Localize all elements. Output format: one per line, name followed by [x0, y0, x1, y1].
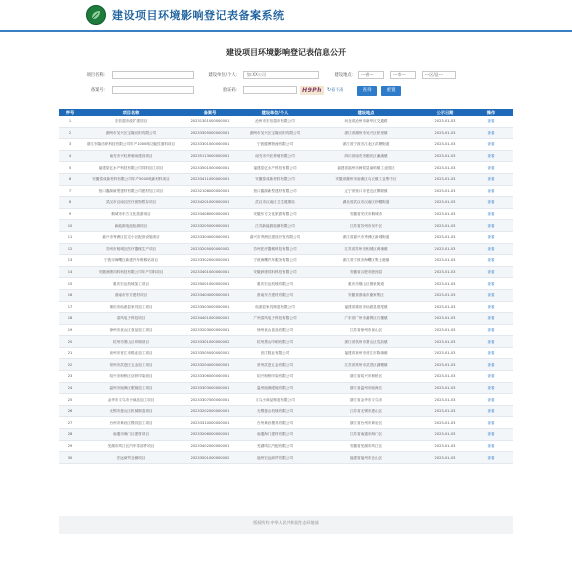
- cell-index: 26: [59, 405, 81, 417]
- cell-date: 2023-01-03: [421, 417, 469, 429]
- cell-project-name: 常州市武进区五金加工项目: [81, 359, 181, 371]
- cell-date: 2023-01-03: [421, 266, 469, 278]
- cell-record-no: 20234401000000001: [181, 313, 239, 325]
- cell-builder: 义乌小商品制造有限公司: [239, 394, 311, 406]
- cell-index: 16: [59, 289, 81, 301]
- cell-index: 21: [59, 347, 81, 359]
- district-select[interactable]: ---区/县---: [422, 71, 456, 79]
- cell-location: 福建省泉州市晋江市陈埭镇: [311, 347, 421, 359]
- cell-index: 14: [59, 266, 81, 278]
- view-link[interactable]: 查看: [469, 440, 513, 452]
- cell-date: 2023-01-03: [421, 440, 469, 452]
- cell-index: 25: [59, 394, 81, 406]
- table-row: [59, 255, 513, 267]
- cell-index: 9: [59, 208, 81, 220]
- view-link[interactable]: 查看: [469, 208, 513, 220]
- cell-location: 安徽省淮南市谢家集区: [311, 289, 421, 301]
- view-link[interactable]: 查看: [469, 243, 513, 255]
- view-link[interactable]: 查看: [469, 139, 513, 151]
- cell-date: 2023-01-03: [421, 405, 469, 417]
- view-link[interactable]: 查看: [469, 197, 513, 209]
- cell-location: 四川省南充市顺庆区潆溪镇: [311, 150, 421, 162]
- cell-location: 江苏省苏州市吴中区: [311, 220, 421, 232]
- view-link[interactable]: 查看: [469, 278, 513, 290]
- cell-builder: 福建星亿水产科技有限公司: [239, 162, 311, 174]
- cell-index: 23: [59, 371, 81, 383]
- cell-builder: 南通海门建材有限公司: [239, 429, 311, 441]
- col-header-location: 建设地点: [311, 109, 421, 116]
- cell-builder: 无锡惠山机械有限公司: [239, 405, 311, 417]
- cell-date: 2023-01-03: [421, 289, 469, 301]
- cell-project-name: 南通市海门区建材项目: [81, 429, 181, 441]
- table-row: [59, 429, 513, 441]
- cell-date: 2023-01-03: [421, 347, 469, 359]
- cell-record-no: 20235001000000001: [181, 278, 239, 290]
- cell-record-no: 20232108000000001: [181, 185, 239, 197]
- view-link[interactable]: 查看: [469, 347, 513, 359]
- cell-record-no: 20233301000000001: [181, 139, 239, 151]
- view-link[interactable]: 查看: [469, 382, 513, 394]
- cell-project-name: 安徽润康饲料科技有限公司年产饲料项目: [81, 266, 181, 278]
- col-header-project: 项目名称: [81, 109, 181, 116]
- table-row: [59, 452, 513, 464]
- query-button[interactable]: 查询: [357, 86, 377, 96]
- table-row: [59, 162, 513, 174]
- cell-project-name: 温州市瓯海区眼镜加工项目: [81, 382, 181, 394]
- cell-date: 2023-01-03: [421, 208, 469, 220]
- cell-record-no: 20233304000000001: [181, 231, 239, 243]
- cell-location: 浙江省宁波市江北区洪塘街道: [311, 139, 421, 151]
- cell-index: 13: [59, 255, 81, 267]
- cell-record-no: 20233203000000001: [181, 324, 239, 336]
- cell-project-name: 重庆宏达机械加工项目: [81, 278, 181, 290]
- cell-index: 5: [59, 162, 81, 174]
- search-filter-panel: [0, 69, 572, 109]
- cell-builder: 武汉市汉南区卫生健康局: [239, 197, 311, 209]
- site-title: 建设项目环境影响登记表备案系统: [112, 9, 285, 22]
- cell-builder: 湖州市吴兴区宝隆纺织有限公司: [239, 127, 311, 139]
- record-no-input[interactable]: [112, 86, 194, 94]
- builder-input[interactable]: [243, 71, 319, 79]
- cell-project-name: 徐州市泉山区食品加工项目: [81, 324, 181, 336]
- cell-location: 浙江省宁波市海曙区集士港镇: [311, 255, 421, 267]
- cell-record-no: 20233505000000001: [181, 347, 239, 359]
- table-row: [59, 231, 513, 243]
- captcha-label: 验证码：: [222, 88, 240, 93]
- cell-location: 江苏省徐州市泉山区: [311, 324, 421, 336]
- cell-index: 19: [59, 324, 81, 336]
- cell-index: 15: [59, 278, 81, 290]
- cell-date: 2023-01-03: [421, 371, 469, 383]
- builder-placeholder: 如:XX公司: [247, 72, 266, 77]
- cell-location: 安徽省滁州市南谯区乌衣镇工业集中区: [311, 173, 421, 185]
- cell-record-no: 20233310000000001: [181, 417, 239, 429]
- cell-project-name: 莆田市仙游县家具加工项目: [81, 301, 181, 313]
- cell-date: 2023-01-03: [421, 220, 469, 232]
- cell-builder: 淮南东方建材有限公司: [239, 289, 311, 301]
- cell-date: 2023-01-03: [421, 173, 469, 185]
- cell-project-name: 杭州市萧山区印刷项目: [81, 336, 181, 348]
- cell-date: 2023-01-03: [421, 255, 469, 267]
- project-name-label: 项目名称：: [86, 73, 108, 78]
- cell-record-no: 20234201000000001: [181, 197, 239, 209]
- city-select[interactable]: ---市---: [390, 71, 416, 79]
- cell-builder: 温州瓯海眼镜有限公司: [239, 382, 311, 394]
- cell-project-name: 浙江东隆纺织科技有限公司年产1000吨功能性面料项目: [81, 139, 181, 151]
- cell-location: 福建省莆田市仙游县度尾镇: [311, 301, 421, 313]
- cell-location: 浙江省绍兴市柯桥区: [311, 371, 421, 383]
- view-link[interactable]: 查看: [469, 313, 513, 325]
- col-header-date: 公示日期: [421, 109, 469, 116]
- table-row: [59, 417, 513, 429]
- cell-date: 2023-01-03: [421, 150, 469, 162]
- view-link[interactable]: 查看: [469, 150, 513, 162]
- view-link[interactable]: 查看: [469, 417, 513, 429]
- cell-location: 浙江省金华市义乌市: [311, 394, 421, 406]
- cell-index: 18: [59, 313, 81, 325]
- table-row: [59, 336, 513, 348]
- refresh-icon: ↻: [327, 87, 332, 93]
- cell-date: 2023-01-03: [421, 116, 469, 127]
- cell-builder: 福州宏远商贸有限公司: [239, 452, 311, 464]
- table-row: [59, 127, 513, 139]
- cell-record-no: 20233204000000001: [181, 359, 239, 371]
- cell-location: 江苏省苏州市相城区黄埭镇: [311, 243, 421, 255]
- cell-index: 20: [59, 336, 81, 348]
- cell-builder: 徐州泉山食品有限公司: [239, 324, 311, 336]
- col-header-index: 序号: [59, 109, 81, 116]
- table-row: [59, 243, 513, 255]
- location-label: 建设地点：: [334, 73, 356, 78]
- cell-record-no: 20233303000000001: [181, 382, 239, 394]
- cell-index: 3: [59, 139, 81, 151]
- cell-index: 6: [59, 173, 81, 185]
- view-link[interactable]: 查看: [469, 452, 513, 464]
- table-row: [59, 359, 513, 371]
- cell-project-name: 淮南市东方建材项目: [81, 289, 181, 301]
- cell-index: 24: [59, 382, 81, 394]
- cell-date: 2023-01-03: [421, 127, 469, 139]
- cell-date: 2023-01-03: [421, 382, 469, 394]
- cell-index: 22: [59, 359, 81, 371]
- view-link[interactable]: 查看: [469, 289, 513, 301]
- records-table: [59, 109, 513, 464]
- cell-record-no: 20233501000000002: [181, 452, 239, 464]
- page-title: 建设项目环境影响登记表信息公开: [226, 48, 346, 57]
- table-row: [59, 405, 513, 417]
- project-name-input[interactable]: [112, 71, 194, 79]
- view-link[interactable]: 查看: [469, 220, 513, 232]
- table-row: [59, 313, 513, 325]
- cell-location: 安徽省芜湖市鸠江区: [311, 440, 421, 452]
- cell-builder: 绍兴柯桥印染有限公司: [239, 371, 311, 383]
- cell-date: 2023-01-03: [421, 197, 469, 209]
- cell-index: 11: [59, 231, 81, 243]
- table-row: [59, 278, 513, 290]
- cell-date: 2023-01-03: [421, 278, 469, 290]
- cell-builder: 南充市兴旺养殖有限公司: [239, 150, 311, 162]
- table-row: [59, 116, 513, 127]
- cell-location: 浙江省湖州市吴兴区织里镇: [311, 127, 421, 139]
- cell-location: 浙江省温州市瓯海区: [311, 382, 421, 394]
- cell-location: 浙江省嘉兴市秀洲区新城街道: [311, 231, 421, 243]
- cell-record-no: 20233301000000002: [181, 336, 239, 348]
- cell-index: 7: [59, 185, 81, 197]
- view-link[interactable]: 查看: [469, 394, 513, 406]
- cell-location: 江苏省常州市武进区湖塘镇: [311, 359, 421, 371]
- cell-builder: 杭州萧山印刷有限公司: [239, 336, 311, 348]
- cell-location: 辽宁省营口市老边区柳树镇: [311, 185, 421, 197]
- table-header-row: [59, 109, 513, 116]
- cell-builder: 安徽润康饲料科技有限公司: [239, 266, 311, 278]
- table-row: [59, 382, 513, 394]
- cell-date: 2023-01-03: [421, 231, 469, 243]
- table-row: [59, 266, 513, 278]
- cell-builder: 安徽泰成新材料有限公司: [239, 173, 311, 185]
- table-row: [59, 208, 513, 220]
- cell-location: 安徽省安庆市桐城市: [311, 208, 421, 220]
- col-header-builder: 建设单位/个人: [239, 109, 311, 116]
- cell-builder: 沧州市宏信超市有限公司: [239, 116, 311, 127]
- view-link[interactable]: 查看: [469, 405, 513, 417]
- reset-button[interactable]: 重置: [381, 86, 401, 96]
- table-row: [59, 440, 513, 452]
- cell-project-name: 无锡市惠山区机械制造项目: [81, 405, 181, 417]
- cell-project-name: 安徽泰成新材料有限公司年产5000吨新材料项目: [81, 173, 181, 185]
- cell-date: 2023-01-03: [421, 452, 469, 464]
- table-row: [59, 324, 513, 336]
- cell-record-no: 20233411000000001: [181, 173, 239, 185]
- table-row: [59, 394, 513, 406]
- cell-builder: 苏州医疗器械科技有限公司: [239, 243, 311, 255]
- cell-builder: 广州清风电子科技有限公司: [239, 313, 311, 325]
- cell-location: 浙江省杭州市萧山区瓜沥镇: [311, 336, 421, 348]
- cell-record-no: 20233302000000001: [181, 255, 239, 267]
- cell-location: 安徽省合肥市肥西县: [311, 266, 421, 278]
- cell-location: 广东省广州市番禺区石楼镇: [311, 313, 421, 325]
- view-link[interactable]: 查看: [469, 371, 513, 383]
- builder-label: 建设单位/个人：: [208, 73, 240, 78]
- cell-record-no: 20233206000000001: [181, 429, 239, 441]
- view-link[interactable]: 查看: [469, 359, 513, 371]
- cell-index: 29: [59, 440, 81, 452]
- cell-location: 重庆市璧山区璧泉街道: [311, 278, 421, 290]
- cell-index: 2: [59, 127, 81, 139]
- table-row: [59, 185, 513, 197]
- cell-builder: 营口鑫源新型建材有限公司: [239, 185, 311, 197]
- site-header: [0, 0, 572, 30]
- cell-project-name: 芜湖市鸠江区汽车零部件项目: [81, 440, 181, 452]
- cell-builder: 安徽东方文化旅游有限公司: [239, 208, 311, 220]
- cell-project-name: 桐城市东方文化旅游项目: [81, 208, 181, 220]
- view-link[interactable]: 查看: [469, 173, 513, 185]
- cell-project-name: 苏州市相城区医疗器械生产项目: [81, 243, 181, 255]
- view-link[interactable]: 查看: [469, 429, 513, 441]
- cell-location: 福建省福州市仓山区: [311, 452, 421, 464]
- table-row: [59, 347, 513, 359]
- cell-builder: 嘉兴市秀洲区建设开发有限公司: [239, 231, 311, 243]
- cell-project-name: 宁波市海曙区新建汽车维修站项目: [81, 255, 181, 267]
- cell-builder: 晋江鞋业有限公司: [239, 347, 311, 359]
- cell-index: 12: [59, 243, 81, 255]
- col-header-record-no: 备案号: [181, 109, 239, 116]
- cell-project-name: 福建星亿水产科技有限公司饲料加工项目: [81, 162, 181, 174]
- cell-builder: 台州黄岩模具有限公司: [239, 417, 311, 429]
- cell-date: 2023-01-03: [421, 313, 469, 325]
- cell-builder: 芜湖鸠江汽配有限公司: [239, 440, 311, 452]
- cell-project-name: 湖州市吴兴区宝隆纺织有限公司: [81, 127, 181, 139]
- view-link[interactable]: 查看: [469, 116, 513, 127]
- cell-index: 30: [59, 452, 81, 464]
- cell-date: 2023-01-03: [421, 429, 469, 441]
- view-link[interactable]: 查看: [469, 162, 513, 174]
- cell-date: 2023-01-03: [421, 139, 469, 151]
- cell-record-no: 20233305000000001: [181, 127, 239, 139]
- view-link[interactable]: 查看: [469, 336, 513, 348]
- cell-index: 8: [59, 197, 81, 209]
- cell-project-name: 嘉兴市秀洲区住宅小区配套设施项目: [81, 231, 181, 243]
- cell-project-name: 宏信超市改扩建项目: [81, 116, 181, 127]
- cell-index: 17: [59, 301, 81, 313]
- cell-record-no: 20233404000000001: [181, 289, 239, 301]
- cell-location: 河北省沧州市新华区交通路: [311, 116, 421, 127]
- table-row: [59, 220, 513, 232]
- cell-builder: 常州武进五金有限公司: [239, 359, 311, 371]
- cell-date: 2023-01-03: [421, 394, 469, 406]
- cell-record-no: 20231301000000001: [181, 116, 239, 127]
- cell-date: 2023-01-03: [421, 359, 469, 371]
- cell-builder: 宁波健博物流有限公司: [239, 139, 311, 151]
- table-row: [59, 301, 513, 313]
- cell-project-name: 宏远商贸仓储项目: [81, 452, 181, 464]
- view-link[interactable]: 查看: [469, 231, 513, 243]
- cell-project-name: 清风电子科技项目: [81, 313, 181, 325]
- cell-date: 2023-01-03: [421, 324, 469, 336]
- cell-builder: 重庆宏达机械有限公司: [239, 278, 311, 290]
- cell-project-name: 泉州市晋江市鞋业加工项目: [81, 347, 181, 359]
- footer-copyright: 版权所有:中华人民共和国生态环境部: [253, 520, 319, 525]
- table-row: [59, 197, 513, 209]
- view-link[interactable]: 查看: [469, 127, 513, 139]
- refresh-label: 看不清: [331, 87, 344, 92]
- cell-project-name: 武汉市汉南区医疗废物暂存项目: [81, 197, 181, 209]
- cell-index: 1: [59, 116, 81, 127]
- cell-record-no: 20233503000000001: [181, 301, 239, 313]
- cell-location: 浙江省台州市黄岩区: [311, 417, 421, 429]
- site-logo: [86, 5, 106, 25]
- cell-builder: 仙游县家具制造有限公司: [239, 301, 311, 313]
- cell-location: 江苏省南通市海门区: [311, 429, 421, 441]
- cell-project-name: 营口鑫源新型建材有限公司建材加工项目: [81, 185, 181, 197]
- header-divider: [0, 30, 572, 32]
- cell-location: 湖北省武汉市汉南区纱帽街道: [311, 197, 421, 209]
- table-row: [59, 139, 513, 151]
- captcha-image[interactable]: H9Ph: [300, 86, 324, 95]
- cell-date: 2023-01-03: [421, 336, 469, 348]
- cell-record-no: 20235113000000001: [181, 150, 239, 162]
- view-link[interactable]: 查看: [469, 301, 513, 313]
- cell-record-no: 20233205000000002: [181, 243, 239, 255]
- cell-builder: 宁波海曙汽车服务有限公司: [239, 255, 311, 267]
- cell-record-no: 20233202000000001: [181, 405, 239, 417]
- cell-date: 2023-01-03: [421, 301, 469, 313]
- cell-location: 福建省福州市闽侯县南屿镇工业园区: [311, 162, 421, 174]
- cell-date: 2023-01-03: [421, 185, 469, 197]
- table-row: [59, 173, 513, 185]
- cell-record-no: 20233501000000001: [181, 162, 239, 174]
- cell-index: 4: [59, 150, 81, 162]
- view-link[interactable]: 查看: [469, 324, 513, 336]
- cell-record-no: 20233408000000001: [181, 208, 239, 220]
- province-select[interactable]: ---省---: [358, 71, 384, 79]
- cell-location: 江苏省无锡市惠山区: [311, 405, 421, 417]
- cell-date: 2023-01-03: [421, 243, 469, 255]
- cell-record-no: 20233402000000001: [181, 440, 239, 452]
- table-row: [59, 371, 513, 383]
- cell-project-name: 绍兴市柯桥区纺织印染项目: [81, 371, 181, 383]
- cell-index: 27: [59, 417, 81, 429]
- captcha-input[interactable]: [243, 86, 297, 94]
- cell-record-no: 20233307000000001: [181, 394, 239, 406]
- view-link[interactable]: 查看: [469, 255, 513, 267]
- col-header-action: 操作: [469, 109, 513, 116]
- cell-builder: 江苏新能源检测有限公司: [239, 220, 311, 232]
- cell-date: 2023-01-03: [421, 162, 469, 174]
- leaf-icon: [90, 9, 102, 21]
- captcha-refresh-link[interactable]: [327, 87, 343, 93]
- cell-project-name: 金华市义乌市小商品加工项目: [81, 394, 181, 406]
- cell-project-name: 新能源电池检测项目: [81, 220, 181, 232]
- cell-index: 28: [59, 429, 81, 441]
- table-body: [59, 116, 513, 463]
- table-row: [59, 289, 513, 301]
- cell-index: 10: [59, 220, 81, 232]
- view-link[interactable]: 查看: [469, 266, 513, 278]
- cell-record-no: 20233401000000001: [181, 266, 239, 278]
- cell-project-name: 台州市黄岩区模具加工项目: [81, 417, 181, 429]
- cell-record-no: 20233205000000001: [181, 220, 239, 232]
- view-link[interactable]: 查看: [469, 185, 513, 197]
- record-no-label: 备案号：: [90, 88, 108, 93]
- table-row: [59, 150, 513, 162]
- cell-record-no: 20233306000000001: [181, 371, 239, 383]
- cell-project-name: 南充市兴旺养殖场建设项目: [81, 150, 181, 162]
